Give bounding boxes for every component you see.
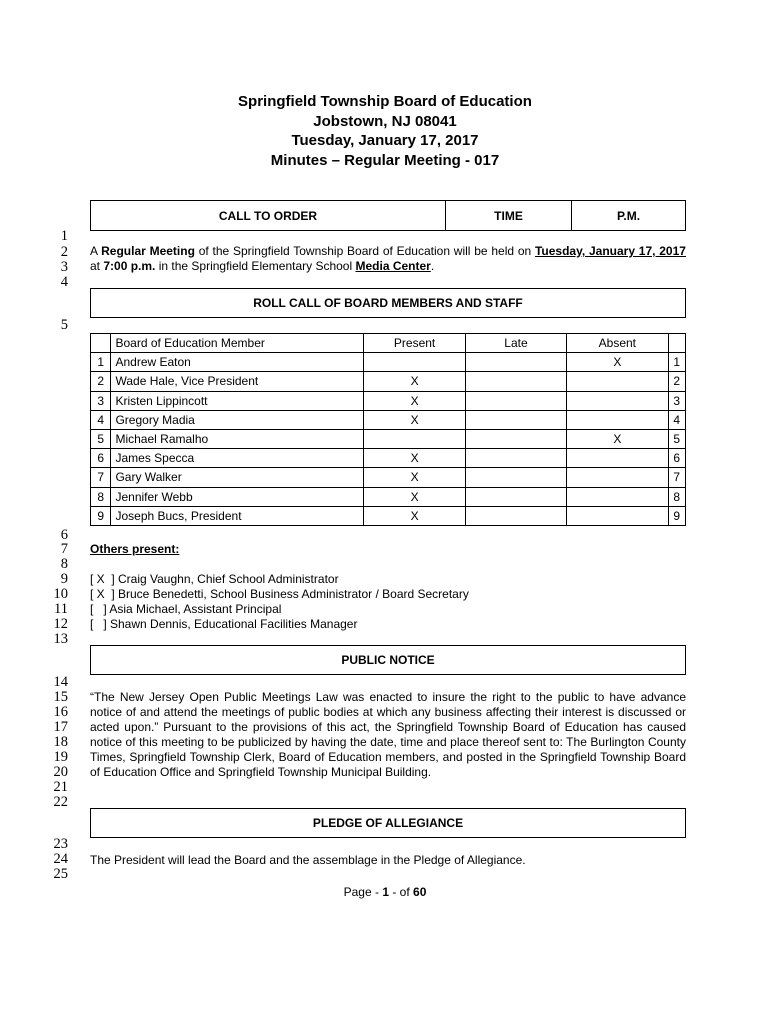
present-mark: X	[364, 372, 465, 391]
late-mark	[465, 449, 566, 468]
absent-mark	[567, 487, 668, 506]
row-number: 1	[91, 353, 111, 372]
line-number: 11	[54, 601, 68, 617]
row-number: 5	[91, 429, 111, 448]
page-total: 60	[413, 885, 427, 899]
header-meeting: Minutes – Regular Meeting - 017	[270, 151, 500, 169]
member-name: Wade Hale, Vice President	[111, 372, 364, 391]
row-number: 4	[91, 410, 111, 429]
meeting-date: Tuesday, January 17, 2017	[534, 244, 686, 258]
absent-mark: X	[567, 429, 668, 448]
call-to-order-box	[90, 200, 686, 231]
line-number: 22	[53, 794, 68, 810]
table-row	[91, 487, 686, 506]
row-number: 3	[91, 391, 111, 410]
table-row	[91, 353, 686, 372]
row-number-right: 7	[668, 468, 685, 487]
line-number: 1	[60, 228, 68, 244]
member-name: Kristen Lippincott	[111, 391, 364, 410]
row-number-right: 8	[668, 487, 685, 506]
present-mark: X	[364, 506, 465, 525]
absent-mark	[567, 391, 668, 410]
line-number: 3	[60, 259, 68, 275]
public-notice-box	[90, 645, 686, 675]
member-name: Joseph Bucs, President	[111, 506, 364, 525]
row-number-right: 1	[668, 353, 685, 372]
meeting-text: .	[430, 259, 435, 273]
absent-mark: X	[567, 353, 668, 372]
line-number: 6	[60, 527, 68, 543]
table-row	[91, 468, 686, 487]
row-number-right: 2	[668, 372, 685, 391]
others-item: [ ] Asia Michael, Assistant Principal	[90, 602, 282, 616]
meeting-location: Media Center	[355, 259, 431, 273]
line-number: 16	[53, 704, 68, 720]
pledge-text: The President will lead the Board and the assemblage in the Pledge of Allegiance.	[90, 853, 526, 867]
row-number-right: 9	[668, 506, 685, 525]
line-number: 23	[53, 836, 68, 852]
late-mark	[465, 353, 566, 372]
public-notice-text: “The New Jersey Open Public Meetings Law was enacted to insure the right to the public to have advance notice of and attend the meetings of public bodies at which any business affecting their interest is discussed or acted upon.” Pursuant to the provisions of this act, the Springfield Township Board of Education has caused notice of this meeting to be publicized by having the date, time and place thereof sent to: The Burlington County Times, Springfield Township Clerk, Board of Education members, and posted in the Springfield Township Board of Education Office and Springfield Township Municipal Building.	[90, 690, 686, 779]
row-number-right: 6	[668, 449, 685, 468]
member-header: Board of Education Member	[111, 334, 364, 353]
header-date: Tuesday, January 17, 2017	[291, 132, 479, 149]
line-number: 5	[60, 317, 68, 333]
late-mark	[465, 468, 566, 487]
late-mark	[465, 372, 566, 391]
present-header: Present	[364, 334, 465, 353]
member-name: Gregory Madia	[111, 410, 364, 429]
others-list	[90, 572, 469, 632]
table-row	[91, 506, 686, 525]
row-number-right: 5	[668, 429, 685, 448]
meeting-time: 7:00 p.m.	[103, 259, 156, 273]
meeting-text: of the Springfield Township Board of Education will be held on	[194, 244, 535, 258]
member-name: Michael Ramalho	[111, 429, 364, 448]
absent-mark	[567, 372, 668, 391]
late-mark	[465, 506, 566, 525]
line-number: 19	[53, 749, 68, 765]
pledge-box	[90, 808, 686, 838]
member-name: Gary Walker	[111, 468, 364, 487]
public-notice-title: PUBLIC NOTICE	[341, 653, 435, 667]
line-number: 21	[53, 779, 68, 795]
meeting-announcement	[90, 244, 686, 274]
line-number: 25	[53, 866, 68, 882]
present-mark: X	[364, 487, 465, 506]
meeting-text: A	[90, 244, 102, 258]
late-mark	[465, 429, 566, 448]
line-number: 15	[53, 689, 68, 705]
row-number: 7	[91, 468, 111, 487]
pm-label: P.M.	[616, 208, 641, 223]
row-number-right: 4	[668, 410, 685, 429]
late-mark	[465, 487, 566, 506]
line-number: 14	[53, 674, 68, 690]
document-header	[0, 92, 770, 170]
meeting-type: Regular Meeting	[101, 244, 195, 258]
line-number: 20	[53, 764, 68, 780]
present-mark: X	[364, 449, 465, 468]
absent-mark	[567, 506, 668, 525]
row-number: 2	[91, 372, 111, 391]
table-row	[91, 449, 686, 468]
line-number: 9	[60, 571, 68, 587]
present-mark: X	[364, 391, 465, 410]
member-name: Jennifer Webb	[111, 487, 364, 506]
pledge-title: PLEDGE OF ALLEGIANCE	[312, 816, 464, 830]
line-number: 17	[53, 719, 68, 735]
others-item: [ ] Shawn Dennis, Educational Facilities Manager	[90, 617, 358, 631]
absent-mark	[567, 410, 668, 429]
present-mark: X	[364, 468, 465, 487]
roll-call-box	[90, 288, 686, 318]
time-label: TIME	[446, 201, 572, 230]
header-location: Jobstown, NJ 08041	[313, 112, 457, 130]
others-item: [ X ] Craig Vaughn, Chief School Administrator	[90, 572, 339, 586]
roll-call-table	[90, 333, 686, 526]
others-item: [ X ] Bruce Benedetti, School Business Administrator / Board Secretary	[90, 587, 469, 601]
table-row	[91, 372, 686, 391]
late-mark	[465, 410, 566, 429]
absent-mark	[567, 449, 668, 468]
line-number: 10	[53, 586, 68, 602]
line-number: 7	[60, 541, 68, 557]
absent-header: Absent	[567, 334, 668, 353]
row-number: 8	[91, 487, 111, 506]
table-header-row	[91, 334, 686, 353]
row-number: 6	[91, 449, 111, 468]
line-number: 12	[53, 616, 68, 632]
line-number: 4	[60, 274, 68, 290]
meeting-text: at	[90, 259, 104, 273]
call-to-order-label: CALL TO ORDER	[91, 201, 446, 230]
table-row	[91, 391, 686, 410]
present-mark	[364, 353, 465, 372]
late-header: Late	[465, 334, 566, 353]
present-mark: X	[364, 410, 465, 429]
others-present-title: Others present:	[90, 542, 180, 556]
line-number: 24	[53, 851, 68, 867]
member-name: James Specca	[111, 449, 364, 468]
line-number: 18	[53, 734, 68, 750]
row-number-right: 3	[668, 391, 685, 410]
member-name: Andrew Eaton	[111, 353, 364, 372]
roll-call-title: ROLL CALL OF BOARD MEMBERS AND STAFF	[253, 296, 523, 310]
table-row	[91, 429, 686, 448]
line-number: 8	[60, 556, 68, 572]
header-title: Springfield Township Board of Education	[238, 93, 532, 110]
present-mark	[364, 429, 465, 448]
absent-mark	[567, 468, 668, 487]
row-number: 9	[91, 506, 111, 525]
page-footer: Page - 1 - of 60	[343, 885, 427, 899]
meeting-text: in the Springfield Elementary School	[155, 259, 356, 273]
page-number: 1	[382, 885, 389, 899]
table-row	[91, 410, 686, 429]
line-number: 2	[60, 244, 68, 260]
line-number: 13	[53, 631, 68, 647]
late-mark	[465, 391, 566, 410]
